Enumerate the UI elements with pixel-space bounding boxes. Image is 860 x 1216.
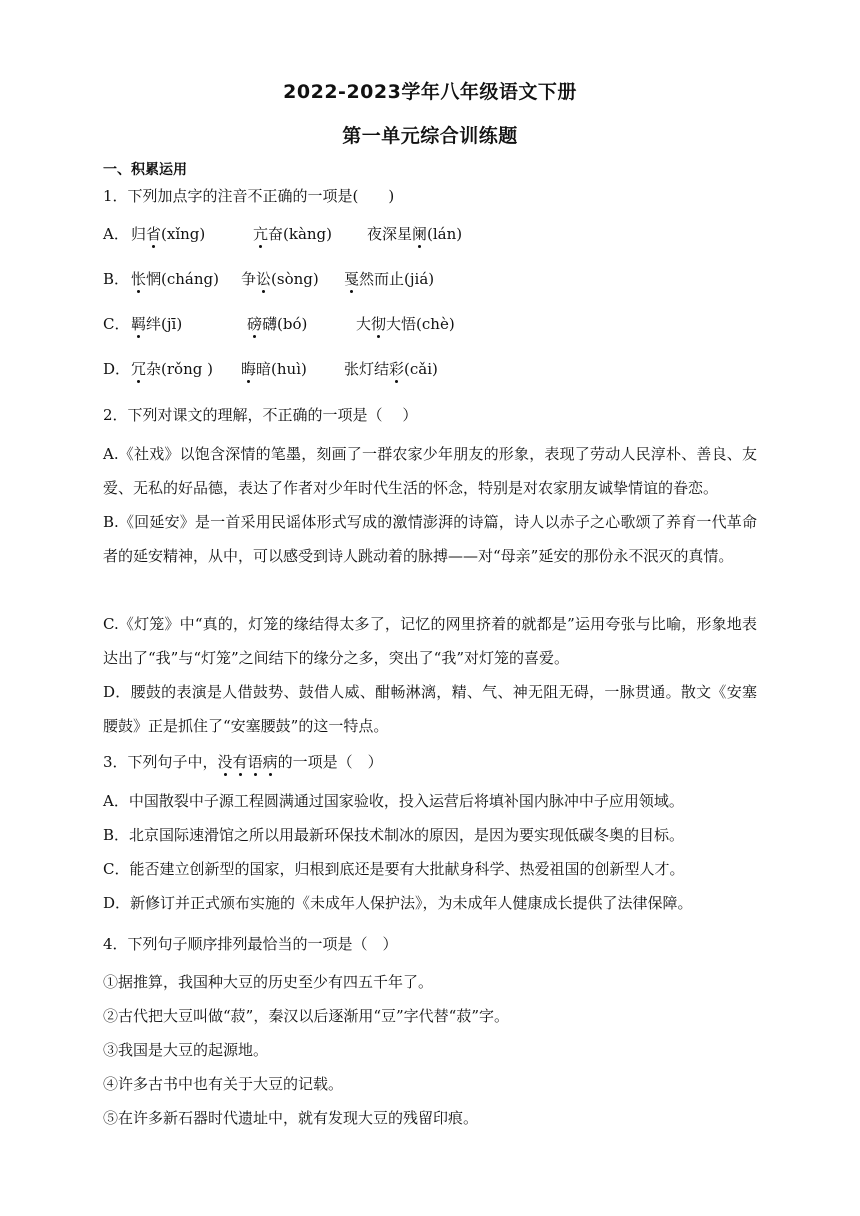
q4-sentence-5: ⑤在许多新石器时代遗址中，就有发现大豆的残留印痕。 [103, 1109, 479, 1127]
option-item: 归省(xǐng) [131, 225, 206, 243]
option-item: 磅礴(bó) [247, 315, 308, 333]
option-item: 戛然而止(jiá) [344, 270, 435, 288]
q4-sentence-4: ④许多古书中也有关于大豆的记载。 [103, 1075, 344, 1093]
q2-option-a: A.《社戏》以饱含深情的笔墨，刻画了一群农家少年朋友的形象，表现了劳动人民淳朴、善良、友爱、无私的好品德，表达了作者对少年时代生活的怀念，特别是对农家朋友诚挚情谊的眷恋。 [103, 445, 757, 497]
q1-stem: 1．下列加点字的注音不正确的一项是( ) [103, 187, 395, 205]
option-item: 晦暗(huì) [241, 360, 307, 378]
q4-sentence-2: ②古代把大豆叫做“菽”，秦汉以后逐渐用“豆”字代替“菽”字。 [103, 1007, 510, 1025]
title-line-2: 第一单元综合训练题 [342, 125, 518, 147]
q2-option-b: B.《回延安》是一首采用民谣体形式写成的激情澎湃的诗篇，诗人以赤子之心歌颂了养育一代革命者的延安精神，从中，可以感受到诗人跳动着的脉搏——对“母亲”延安的那份永不泯灭的真情。 [103, 513, 757, 565]
option-label: B． [103, 270, 130, 288]
option-item: 冗杂(rǒng ) [131, 360, 213, 378]
option-item: 亢奋(kàng) [253, 225, 333, 243]
option-item: 夜深星阑(lán) [367, 225, 463, 243]
q3-option-b: B．北京国际速滑馆之所以用最新环保技术制冰的原因，是因为要实现低碳冬奥的目标。 [103, 826, 685, 844]
option-item: 怅惘(cháng) [131, 270, 219, 288]
title-line-1: 2022-2023学年八年级语文下册 [283, 81, 577, 103]
q3-option-a: A．中国散裂中子源工程圆满通过国家验收，投入运营后将填补国内脉冲中子应用领域。 [103, 792, 684, 810]
q3-stem: 3．下列句子中，没有语病的一项是（ ） [103, 753, 383, 771]
q2-option-d: D．腰鼓的表演是人借鼓势、鼓借人威、酣畅淋漓，精、气、神无阻无碍，一脉贯通。散文《安塞腰鼓》正是抓住了“安塞腰鼓”的这一特点。 [103, 683, 757, 735]
option-item: 争讼(sòng) [241, 270, 319, 288]
section-heading: 一、积累运用 [103, 162, 187, 178]
option-label: A． [103, 225, 129, 243]
option-item: 羁绊(jī) [131, 315, 183, 333]
option-item: 张灯结彩(cǎi) [344, 360, 438, 378]
q3-option-c: C．能否建立创新型的国家，归根到底还是要有大批献身科学、热爱祖国的创新型人才。 [103, 860, 685, 878]
q2-stem: 2．下列对课文的理解，不正确的一项是（ ） [103, 406, 418, 424]
q2-option-c: C.《灯笼》中“真的，灯笼的缘结得太多了，记忆的网里挤着的就都是”运用夸张与比喻，形象地表达出了“我”与“灯笼”之间结下的缘分之多，突出了“我”对灯笼的喜爱。 [103, 615, 757, 667]
option-label: C． [103, 315, 130, 333]
option-item: 大彻大悟(chè) [356, 315, 455, 333]
option-label: D． [103, 360, 131, 378]
q3-option-d: D．新修订并正式颁布实施的《未成年人保护法》，为未成年人健康成长提供了法律保障。 [103, 894, 693, 912]
q4-sentence-3: ③我国是大豆的起源地。 [103, 1041, 269, 1059]
q4-sentence-1: ①据推算，我国种大豆的历史至少有四五千年了。 [103, 973, 434, 991]
q4-stem: 4．下列句子顺序排列最恰当的一项是（ ） [103, 935, 398, 953]
